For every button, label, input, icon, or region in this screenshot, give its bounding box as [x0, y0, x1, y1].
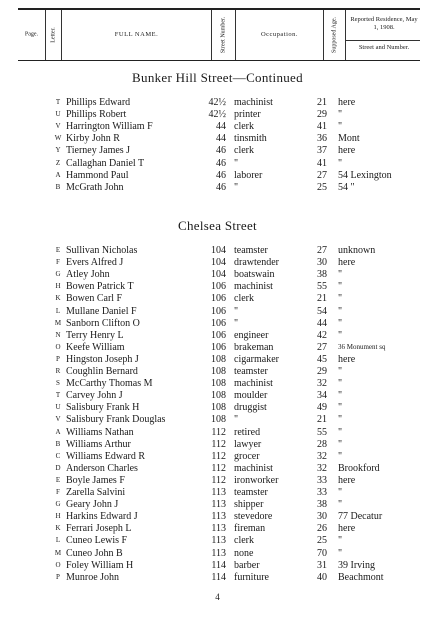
row-residence: " [338, 293, 343, 305]
row-age: 55 [317, 426, 327, 438]
row-letter: R [55, 367, 61, 375]
row-street-number: 106 [211, 329, 226, 341]
row-occupation: barber [234, 559, 260, 571]
row-name: Keefe William [66, 341, 125, 353]
row-age: 32 [317, 462, 327, 474]
row-occupation: lawyer [234, 438, 262, 450]
row-street-number: 112 [211, 438, 226, 450]
row-name: McGrath John [66, 181, 124, 193]
header-street-number: Street Number. [212, 10, 236, 60]
row-street-number: 46 [216, 181, 226, 193]
row-occupation: teamster [234, 487, 268, 498]
list-item [0, 487, 435, 499]
row-letter: A [55, 427, 61, 436]
list-item [0, 354, 435, 366]
row-street-number: 113 [211, 547, 226, 559]
row-name: Harrington William F [66, 121, 153, 133]
row-age: 41 [317, 157, 327, 169]
row-name: Phillips Robert [66, 109, 127, 121]
list-item [0, 439, 435, 451]
row-age: 21 [317, 414, 327, 426]
row-residence: here [338, 474, 356, 486]
row-name: Hingston Joseph J [66, 353, 139, 365]
row-residence: " [338, 378, 343, 390]
row-age: 28 [317, 438, 327, 450]
row-residence: 54 " [338, 181, 355, 193]
row-name: Bowen Patrick T [66, 281, 134, 293]
row-occupation: " [234, 317, 239, 329]
row-name: Zarella Salvini [66, 487, 126, 498]
row-street-number: 46 [216, 145, 226, 157]
row-name: Foley William H [66, 559, 134, 571]
header-supposed-age: Supposed Age. [324, 10, 346, 60]
row-street-number: 44 [216, 121, 226, 133]
row-letter: K [55, 294, 61, 303]
row-age: 38 [317, 499, 327, 511]
list-item [0, 378, 435, 390]
row-street-number: 104 [211, 245, 226, 256]
row-letter: K [55, 524, 61, 533]
row-street-number: 104 [211, 269, 226, 281]
row-age: 34 [317, 390, 327, 402]
row-residence: " [338, 450, 343, 462]
row-occupation: teamster [234, 245, 268, 256]
row-residence: 39 Irving [338, 559, 375, 571]
row-name: Williams Nathan [66, 426, 134, 438]
row-age: 27 [317, 341, 327, 353]
row-letter: P [56, 354, 60, 363]
row-letter: L [55, 536, 61, 545]
row-age: 37 [317, 145, 327, 157]
row-name: Phillips Edward [66, 97, 131, 108]
row-occupation: boatswain [234, 269, 275, 281]
row-letter: O [55, 342, 61, 351]
list-item [0, 330, 435, 342]
row-street-number: 42½ [208, 109, 226, 121]
list-item [0, 109, 435, 121]
row-age: 31 [317, 559, 327, 571]
row-age: 21 [317, 293, 327, 305]
row-letter: V [55, 415, 61, 424]
row-name: Hammond Paul [66, 169, 129, 181]
row-age: 41 [317, 121, 327, 133]
row-street-number: 106 [211, 293, 226, 305]
row-occupation: none [234, 547, 254, 559]
row-residence: " [338, 109, 343, 121]
list-item [0, 511, 435, 523]
list-item [0, 451, 435, 463]
row-letter: B [55, 182, 61, 191]
row-letter: O [55, 560, 61, 569]
row-occupation: ironworker [234, 474, 279, 486]
list-item [0, 402, 435, 414]
row-occupation: teamster [234, 366, 268, 377]
row-age: 40 [317, 571, 327, 583]
row-residence: here [338, 257, 356, 269]
row-residence: unknown [338, 245, 376, 256]
row-age: 30 [317, 257, 327, 269]
list-item [0, 535, 435, 547]
header-divider [346, 40, 420, 41]
row-age: 38 [317, 269, 327, 281]
list-item [0, 170, 435, 182]
column-header [18, 8, 420, 61]
row-age: 44 [317, 317, 327, 329]
row-residence: " [338, 438, 343, 450]
row-occupation: " [234, 157, 239, 169]
row-residence: " [338, 121, 343, 133]
row-street-number: 114 [211, 559, 226, 571]
row-occupation: laborer [234, 169, 263, 181]
row-residence: " [338, 390, 343, 402]
row-letter: W [54, 134, 62, 143]
row-street-number: 106 [211, 305, 226, 317]
list-item [0, 182, 435, 194]
row-residence: " [338, 157, 343, 169]
row-street-number: 46 [216, 157, 226, 169]
row-letter: D [55, 463, 61, 472]
row-occupation: brakeman [234, 341, 274, 353]
row-letter: B [55, 439, 61, 448]
row-occupation: furniture [234, 571, 269, 583]
row-street-number: 108 [211, 366, 226, 377]
row-age: 36 [317, 133, 327, 145]
row-occupation: clerk [234, 145, 254, 157]
row-name: Munroe John [66, 571, 120, 583]
row-occupation: machinist [234, 281, 273, 293]
row-name: Atley John [66, 269, 110, 281]
row-residence: " [338, 487, 343, 498]
row-name: Sullivan Nicholas [66, 245, 138, 256]
row-street-number: 106 [211, 341, 226, 353]
row-age: 33 [317, 474, 327, 486]
row-name: Bowen Carl F [66, 293, 123, 305]
header-page: Page. [18, 10, 46, 60]
row-age: 54 [317, 305, 327, 317]
header-full-name: FULL NAME. [62, 10, 212, 60]
row-letter: P [56, 572, 60, 581]
row-age: 32 [317, 450, 327, 462]
row-occupation: retired [234, 426, 261, 438]
list-item [0, 121, 435, 133]
row-occupation: clerk [234, 121, 254, 133]
row-letter: C [55, 451, 61, 460]
list-item [0, 427, 435, 439]
row-residence: Brookford [338, 462, 380, 474]
row-age: 32 [317, 378, 327, 390]
list-item [0, 269, 435, 281]
row-occupation: machinist [234, 462, 273, 474]
row-age: 29 [317, 109, 327, 121]
row-street-number: 113 [211, 511, 226, 523]
row-occupation: printer [234, 109, 261, 121]
row-street-number: 108 [211, 390, 226, 402]
row-street-number: 104 [211, 257, 226, 269]
row-age: 26 [317, 523, 327, 535]
row-residence: 77 Decatur [338, 511, 383, 523]
row-name: Ferrari Joseph L [66, 523, 132, 535]
row-name: Harkins Edward J [66, 511, 138, 523]
list-item [0, 306, 435, 318]
row-letter: A [55, 170, 61, 179]
row-letter: E [55, 246, 61, 254]
row-letter: H [55, 282, 61, 291]
row-street-number: 106 [211, 281, 226, 293]
row-letter: U [55, 403, 61, 412]
row-occupation: tinsmith [234, 133, 267, 145]
list-item [0, 133, 435, 145]
row-letter: E [55, 475, 61, 484]
row-residence: " [338, 366, 343, 377]
row-name: Salisbury Frank H [66, 402, 140, 414]
row-name: Terry Henry L [66, 329, 124, 341]
row-street-number: 46 [216, 169, 226, 181]
list-item [0, 318, 435, 330]
row-street-number: 44 [216, 133, 226, 145]
row-residence: here [338, 523, 356, 535]
row-residence: Beachmont [338, 571, 384, 583]
row-name: Evers Alfred J [66, 257, 124, 269]
row-age: 25 [317, 535, 327, 547]
row-letter: T [55, 391, 61, 400]
row-street-number: 112 [211, 426, 226, 438]
row-occupation: grocer [234, 450, 260, 462]
row-residence: " [338, 426, 343, 438]
row-age: 45 [317, 353, 327, 365]
list-item [0, 548, 435, 560]
row-street-number: 106 [211, 317, 226, 329]
list-item [0, 463, 435, 475]
row-name: McCarthy Thomas M [66, 378, 153, 390]
list-item [0, 560, 435, 572]
list-item [0, 342, 435, 354]
row-occupation: shipper [234, 499, 264, 511]
list-item [0, 390, 435, 402]
row-street-number: 108 [211, 353, 226, 365]
row-occupation: clerk [234, 535, 254, 547]
row-letter: F [56, 488, 60, 496]
list-item [0, 245, 435, 257]
row-street-number: 113 [211, 535, 226, 547]
row-name: Tierney James J [66, 145, 131, 157]
row-age: 33 [317, 487, 327, 498]
row-name: Salisbury Frank Douglas [66, 414, 166, 426]
list-item [0, 414, 435, 426]
list-item [0, 572, 435, 584]
row-name: Cuneo Lewis F [66, 535, 128, 547]
row-occupation: cigarmaker [234, 353, 279, 365]
row-street-number: 113 [211, 523, 226, 535]
section-title-chelsea: Chelsea Street [178, 218, 257, 233]
row-occupation: machinist [234, 378, 273, 390]
row-name: Kirby John R [66, 133, 120, 145]
row-letter: M [54, 548, 62, 557]
list-item [0, 158, 435, 170]
row-letter: V [55, 122, 61, 131]
row-residence: " [338, 402, 343, 414]
list-item [0, 523, 435, 535]
list-item [0, 293, 435, 305]
row-age: 30 [317, 511, 327, 523]
row-residence: Mont [338, 133, 360, 145]
row-age: 42 [317, 329, 327, 341]
list-item [0, 366, 435, 378]
row-residence: here [338, 145, 356, 157]
row-occupation: druggist [234, 402, 267, 414]
row-occupation: " [234, 181, 239, 193]
row-letter: S [56, 379, 60, 388]
row-letter: L [55, 306, 61, 315]
header-reported-residence: Reported Residence, May 1, 1908. Street and Number. [346, 10, 420, 60]
section-title-bunker-hill: Bunker Hill Street—Continued [132, 70, 303, 85]
list-item [0, 257, 435, 269]
row-letter: Y [55, 146, 61, 155]
row-letter: M [54, 318, 62, 327]
row-name: Anderson Charles [66, 462, 138, 474]
row-name: Boyle James F [66, 474, 125, 486]
list-item [0, 499, 435, 511]
row-occupation: fireman [234, 523, 266, 535]
row-age: 27 [317, 169, 327, 181]
row-street-number: 112 [211, 474, 226, 486]
row-residence: " [338, 317, 343, 329]
row-name: Carvey John J [66, 390, 123, 402]
row-residence: 54 Lexington [338, 169, 392, 181]
row-residence: " [338, 547, 343, 559]
row-age: 21 [317, 97, 327, 108]
row-letter: T [55, 98, 61, 106]
row-letter: G [55, 270, 61, 279]
row-name: Geary John J [66, 499, 119, 511]
row-residence: " [338, 281, 343, 293]
row-age: 49 [317, 402, 327, 414]
page-number: 4 [215, 592, 220, 602]
row-name: Sanborn Clifton O [66, 317, 140, 329]
row-street-number: 42½ [208, 97, 226, 108]
row-residence: " [338, 269, 343, 281]
list-item [0, 97, 435, 109]
header-letter: Letter. [46, 10, 62, 60]
row-name: Cuneo John B [66, 547, 123, 559]
row-letter: N [55, 330, 61, 339]
row-occupation: stevedore [234, 511, 273, 523]
list-item [0, 475, 435, 487]
row-residence: " [338, 329, 343, 341]
row-name: Mullane Daniel F [66, 305, 137, 317]
row-occupation: clerk [234, 293, 254, 305]
row-age: 55 [317, 281, 327, 293]
row-street-number: 112 [211, 462, 226, 474]
row-letter: H [55, 512, 61, 521]
row-name: Williams Edward R [66, 450, 146, 462]
row-occupation: " [234, 305, 239, 317]
row-street-number: 113 [211, 499, 226, 511]
row-residence: " [338, 499, 343, 511]
row-street-number: 113 [211, 487, 226, 498]
row-street-number: 108 [211, 378, 226, 390]
row-occupation: machinist [234, 97, 273, 108]
row-letter: Z [55, 158, 61, 167]
row-occupation: " [234, 414, 239, 426]
row-letter: F [56, 258, 60, 267]
row-age: 25 [317, 181, 327, 193]
row-occupation: drawtender [234, 257, 279, 269]
row-age: 70 [317, 547, 327, 559]
row-name: Williams Arthur [66, 438, 131, 450]
row-occupation: moulder [234, 390, 268, 402]
row-residence: here [338, 353, 356, 365]
row-name: Coughlin Bernard [66, 366, 138, 377]
row-residence: " [338, 305, 343, 317]
row-street-number: 112 [211, 450, 226, 462]
row-letter: U [55, 110, 61, 119]
row-residence: " [338, 535, 343, 547]
list-item [0, 145, 435, 157]
row-residence: " [338, 414, 343, 426]
row-street-number: 108 [211, 402, 226, 414]
row-name: Callaghan Daniel T [66, 157, 145, 169]
row-letter: G [55, 500, 61, 509]
header-occupation: Occupation. [236, 10, 324, 60]
list-item [0, 281, 435, 293]
row-residence: 36 Monument sq [338, 342, 386, 351]
row-street-number: 114 [211, 571, 226, 583]
row-street-number: 108 [211, 414, 226, 426]
row-occupation: engineer [234, 329, 269, 341]
row-residence: here [338, 97, 356, 108]
row-age: 27 [317, 245, 327, 256]
row-age: 29 [317, 366, 327, 377]
